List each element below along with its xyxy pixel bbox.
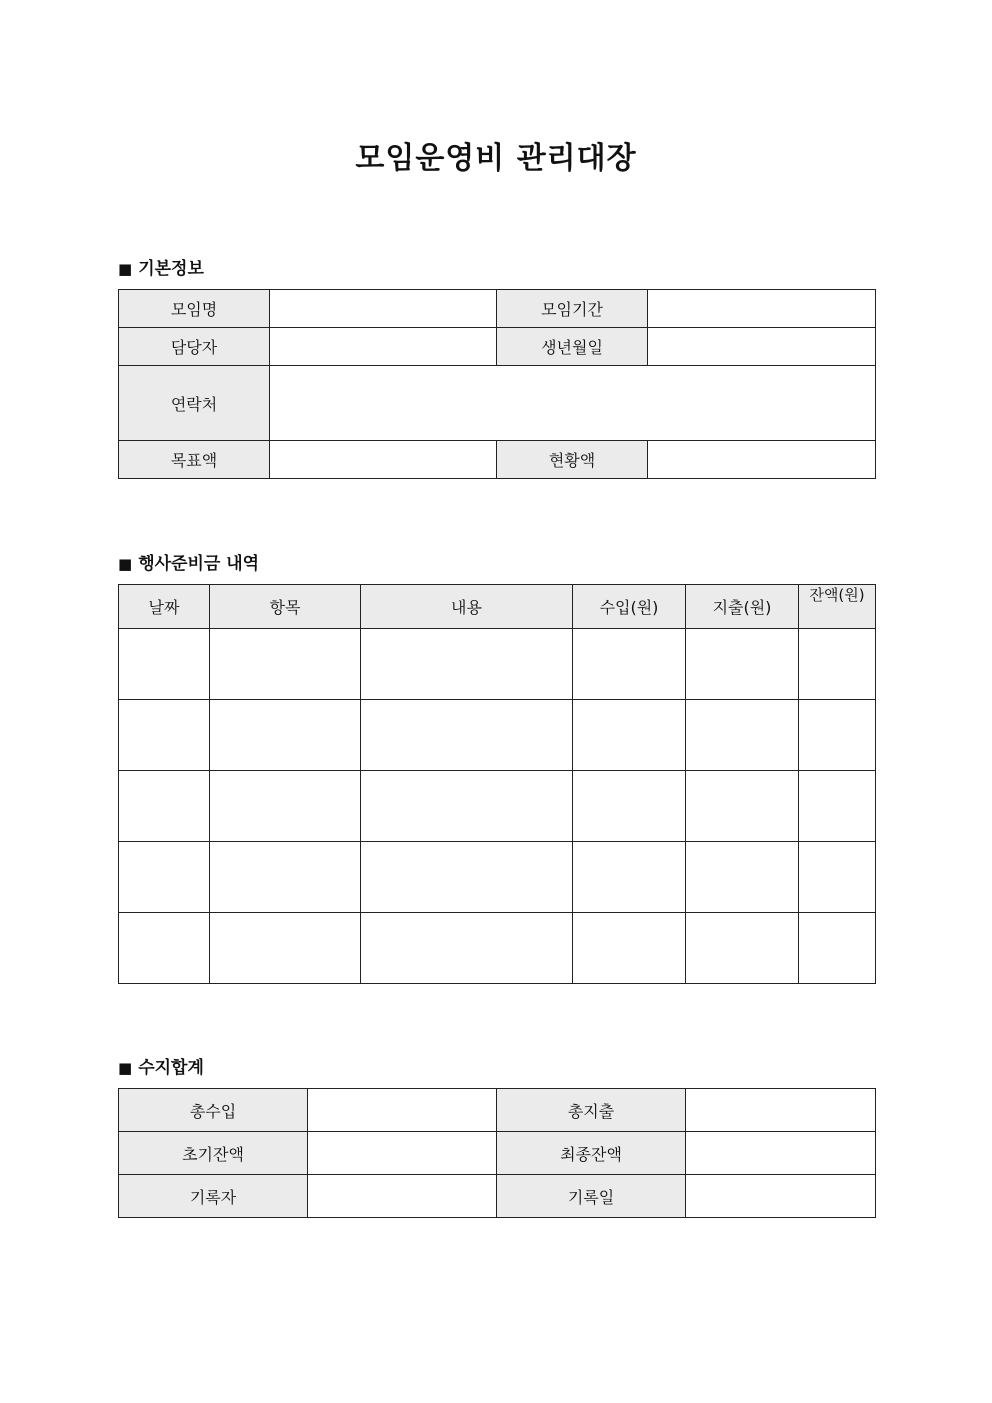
field-current-amount[interactable] — [648, 441, 876, 479]
cell-expense[interactable] — [686, 629, 799, 700]
cell-date[interactable] — [119, 700, 210, 771]
cell-income[interactable] — [573, 771, 686, 842]
cell-content[interactable] — [361, 700, 573, 771]
label-total-expense: 총지출 — [497, 1089, 686, 1132]
table-row — [119, 1132, 876, 1175]
section-heading-events — [118, 549, 259, 574]
section-heading-basic — [118, 254, 204, 279]
field-manager[interactable] — [270, 328, 497, 366]
cell-balance[interactable] — [799, 842, 876, 913]
square-bullet-icon: ■ — [118, 555, 133, 573]
square-bullet-icon: ■ — [118, 1059, 133, 1077]
field-total-income[interactable] — [308, 1089, 497, 1132]
table-row — [119, 441, 876, 479]
cell-item[interactable] — [210, 629, 361, 700]
cell-expense[interactable] — [686, 913, 799, 984]
table-row — [119, 629, 876, 700]
cell-income[interactable] — [573, 700, 686, 771]
field-initial-balance[interactable] — [308, 1132, 497, 1175]
label-manager: 담당자 — [119, 328, 270, 366]
cell-income[interactable] — [573, 913, 686, 984]
table-row — [119, 913, 876, 984]
column-header-item: 항목 — [210, 585, 361, 629]
cell-item[interactable] — [210, 913, 361, 984]
section-heading-summary — [118, 1053, 204, 1078]
event-fund-table — [118, 584, 876, 984]
table-header-row — [119, 585, 876, 629]
table-row — [119, 771, 876, 842]
column-header-expense: 지출(원) — [686, 585, 799, 629]
field-target-amount[interactable] — [270, 441, 497, 479]
label-record-date: 기록일 — [497, 1175, 686, 1218]
basic-info-table — [118, 289, 876, 479]
cell-content[interactable] — [361, 771, 573, 842]
field-contact[interactable] — [270, 366, 876, 441]
page-title: 모임운영비 관리대장 — [355, 141, 637, 176]
column-header-balance: 잔액(원) — [799, 585, 876, 629]
label-current-amount: 현황액 — [497, 441, 648, 479]
cell-balance[interactable] — [799, 913, 876, 984]
field-record-date[interactable] — [686, 1175, 876, 1218]
table-row — [119, 366, 876, 441]
cell-balance[interactable] — [799, 771, 876, 842]
cell-expense[interactable] — [686, 842, 799, 913]
cell-expense[interactable] — [686, 771, 799, 842]
field-total-expense[interactable] — [686, 1089, 876, 1132]
label-meeting-name: 모임명 — [119, 290, 270, 328]
label-initial-balance: 초기잔액 — [119, 1132, 308, 1175]
square-bullet-icon: ■ — [118, 260, 133, 278]
cell-balance[interactable] — [799, 700, 876, 771]
label-contact: 연락처 — [119, 366, 270, 441]
cell-item[interactable] — [210, 842, 361, 913]
label-recorder: 기록자 — [119, 1175, 308, 1218]
field-birthdate[interactable] — [648, 328, 876, 366]
cell-item[interactable] — [210, 700, 361, 771]
cell-date[interactable] — [119, 842, 210, 913]
section-title-summary: 수지합계 — [138, 1058, 204, 1078]
column-header-date: 날짜 — [119, 585, 210, 629]
table-row — [119, 1175, 876, 1218]
table-row — [119, 842, 876, 913]
cell-item[interactable] — [210, 771, 361, 842]
cell-expense[interactable] — [686, 700, 799, 771]
cell-date[interactable] — [119, 629, 210, 700]
summary-table — [118, 1088, 876, 1218]
cell-content[interactable] — [361, 913, 573, 984]
cell-content[interactable] — [361, 842, 573, 913]
label-total-income: 총수입 — [119, 1089, 308, 1132]
field-final-balance[interactable] — [686, 1132, 876, 1175]
table-row — [119, 1089, 876, 1132]
field-recorder[interactable] — [308, 1175, 497, 1218]
column-header-content: 내용 — [361, 585, 573, 629]
label-final-balance: 최종잔액 — [497, 1132, 686, 1175]
cell-balance[interactable] — [799, 629, 876, 700]
cell-income[interactable] — [573, 842, 686, 913]
cell-income[interactable] — [573, 629, 686, 700]
table-row — [119, 290, 876, 328]
label-birthdate: 생년월일 — [497, 328, 648, 366]
section-title-basic: 기본정보 — [138, 259, 204, 279]
section-title-events: 행사준비금 내역 — [138, 554, 260, 574]
field-meeting-period[interactable] — [648, 290, 876, 328]
cell-date[interactable] — [119, 771, 210, 842]
label-target-amount: 목표액 — [119, 441, 270, 479]
label-meeting-period: 모임기간 — [497, 290, 648, 328]
field-meeting-name[interactable] — [270, 290, 497, 328]
cell-content[interactable] — [361, 629, 573, 700]
cell-date[interactable] — [119, 913, 210, 984]
table-row — [119, 700, 876, 771]
table-row — [119, 328, 876, 366]
column-header-income: 수입(원) — [573, 585, 686, 629]
